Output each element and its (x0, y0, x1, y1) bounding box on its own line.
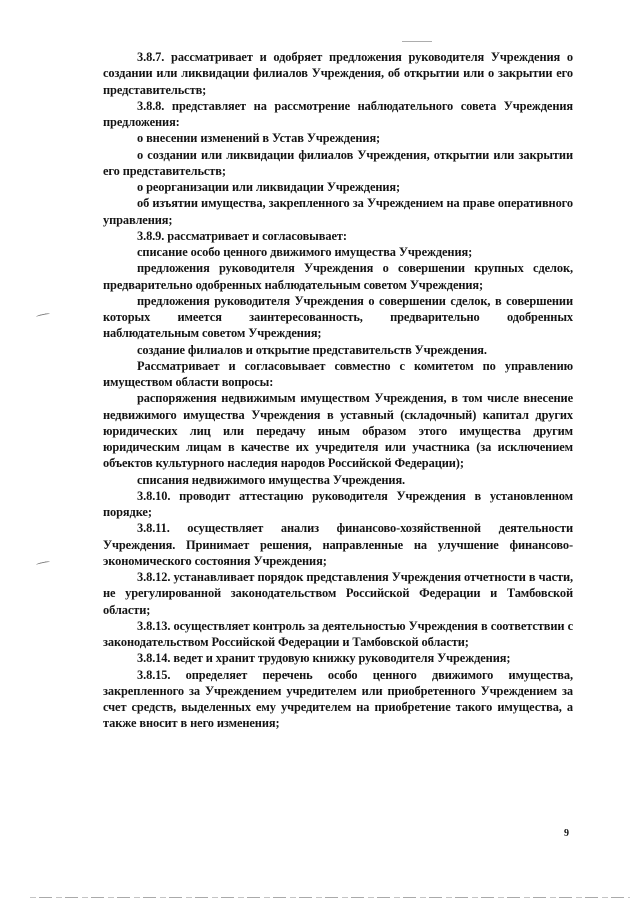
paragraph: создание филиалов и открытие представительств Учреждения. (137, 342, 487, 357)
scan-artifact-bottom (30, 897, 630, 898)
paragraph: 3.8.8. представляет на рассмотрение наблюдательного совета Учреждения предложения: (103, 98, 573, 129)
paragraph: о создании или ликвидации филиалов Учреждения, открытии или закрытии его представительств; (103, 147, 573, 178)
paragraph: списание особо ценного движимого имущества Учреждения; (137, 245, 473, 259)
paragraph: 3.8.9. рассматривает и согласовывает: (137, 228, 347, 243)
paragraph: Рассматривает и согласовывает совместно с комитетом по управлению имуществом области вопросы: (103, 358, 573, 389)
paragraph: 3.8.14. ведет и хранит трудовую книжку руководителя Учреждения; (137, 651, 511, 666)
paragraph: списания недвижимого имущества Учреждения. (137, 472, 406, 487)
document-body (103, 49, 573, 732)
paragraph: 3.8.7. рассматривает и одобряет предложения руководителя Учреждения о создании или ликвидации филиалов Учреждения, об открытии или о закрытии его представительств; (103, 50, 573, 97)
scan-artifact-top (402, 41, 432, 42)
paragraph: 3.8.10. проводит аттестацию руководителя Учреждения в установленном порядке; (103, 488, 573, 519)
paragraph: о реорганизации или ликвидации Учреждения; (137, 180, 401, 194)
paragraph: 3.8.12. устанавливает порядок представления Учреждения отчетности в части, не урегулированной законодательством Российской Федерации и Тамбовской области; (103, 570, 573, 617)
paragraph: 3.8.11. осуществляет анализ финансово-хозяйственной деятельности Учреждения. Принимает решения, направленные на улучшение финансово-экономического состояния Учреждения; (103, 521, 573, 568)
margin-mark (36, 561, 50, 567)
paragraph: предложения руководителя Учреждения о совершении крупных сделок, предварительно одобренных наблюдательным советом Учреждения; (103, 261, 573, 292)
paragraph: распоряжения недвижимым имуществом Учреждения, в том числе внесение недвижимого имущества Учреждения в уставный (складочный) капитал других юридических лиц или передачу иным образом этого имущества другим юридическим лицам в качестве их учредителя или участника (за исключением объектов культурного наследия народов Российской Федерации); (103, 391, 573, 471)
page-number: 9 (564, 828, 569, 839)
paragraph: 3.8.13. осуществляет контроль за деятельностью Учреждения в соответствии с законодательством Российской Федерации и Тамбовской области; (103, 618, 573, 649)
paragraph: о внесении изменений в Устав Учреждения; (137, 131, 381, 146)
paragraph: об изъятии имущества, закрепленного за Учреждением на праве оперативного управления; (103, 196, 573, 227)
margin-mark (36, 313, 50, 319)
paragraph: 3.8.15. определяет перечень особо ценного движимого имущества, закрепленного за Учреждением учредителем или приобретенного Учреждением за счет средств, выделенных ему учредителем на приобретение такого имущества, а также вносит в него изменения; (103, 667, 573, 731)
paragraph: предложения руководителя Учреждения о совершении сделок, в совершении которых имеется заинтересованность, предварительно одобренных наблюдательным советом Учреждения; (103, 293, 573, 341)
